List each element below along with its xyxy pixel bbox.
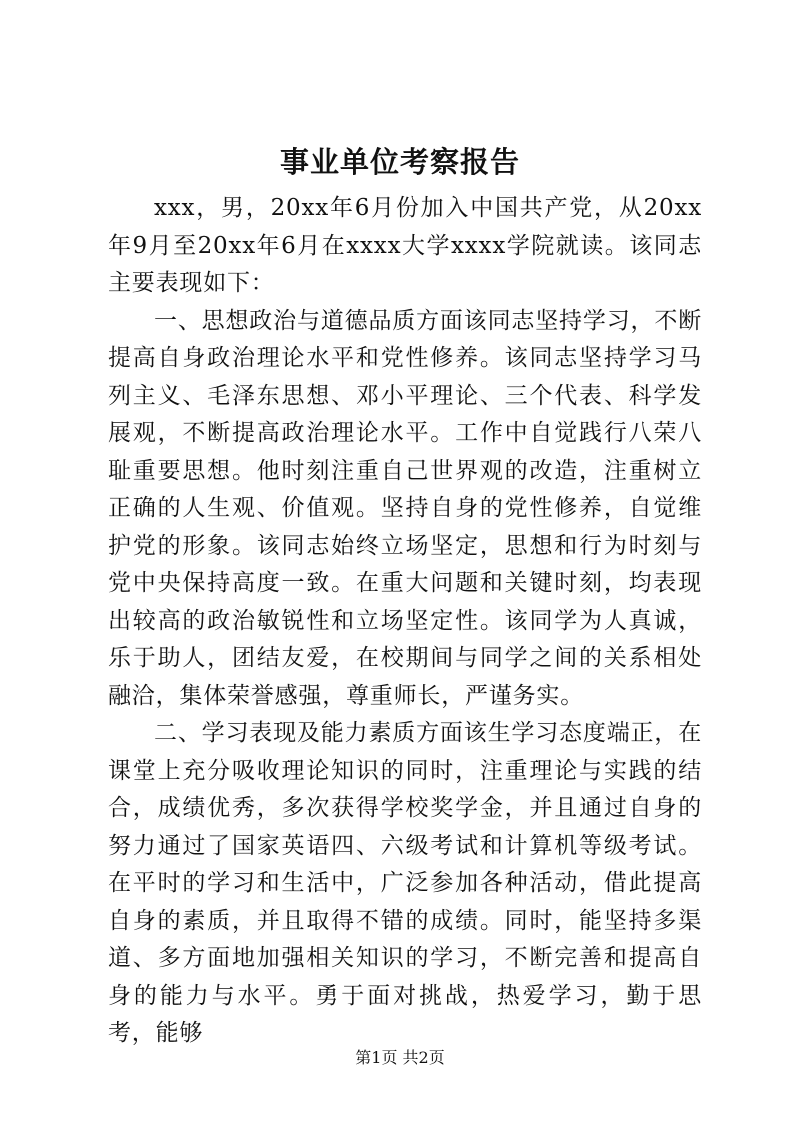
paragraph-political-moral: 一、思想政治与道德品质方面该同志坚持学习，不断提高自身政治理论水平和党性修养。该同志坚持学习马列主义、毛泽东思想、邓小平理论、三个代表、科学发展观，不断提高政治理论水平。工作中自觉践行八荣八耻重要思想。他时刻注重自己世界观的改造，注重树立正确的人生观、价值观。坚持自身的党性修养，自觉维护党的形象。该同志始终立场坚定，思想和行为时刻与党中央保持高度一致。在重大问题和关键时刻，均表现出较高的政治敏锐性和立场坚定性。该同学为人真诚，乐于助人，团结友爱，在校期间与同学之间的关系相处融洽，集体荣誉感强，尊重师长，严谨务实。 (108, 307, 702, 709)
paragraph-study-ability: 二、学习表现及能力素质方面该生学习态度端正，在课堂上充分吸收理论知识的同时，注重理论与实践的结合，成绩优秀，多次获得学校奖学金，并且通过自身的努力通过了国家英语四、六级考试和计算机等级考试。在平时的学习和生活中，广泛参加各种活动，借此提高自身的素质，并且取得不错的成绩。同时，能坚持多渠道、多方面地加强相关知识的学习，不断完善和提高自身的能力与水平。勇于面对挑战，热爱学习，勤于思考，能够 (108, 720, 702, 1046)
page-number: 第1页 共2页 (355, 1048, 445, 1067)
document-body (108, 190, 702, 1053)
paragraph-intro: xxx，男，20xx年6月份加入中国共产党，从20xx年9月至20xx年6月在xxxx大学xxxx学院就读。该同志主要表现如下： (108, 195, 702, 296)
document-title: 事业单位考察报告 (279, 145, 520, 179)
